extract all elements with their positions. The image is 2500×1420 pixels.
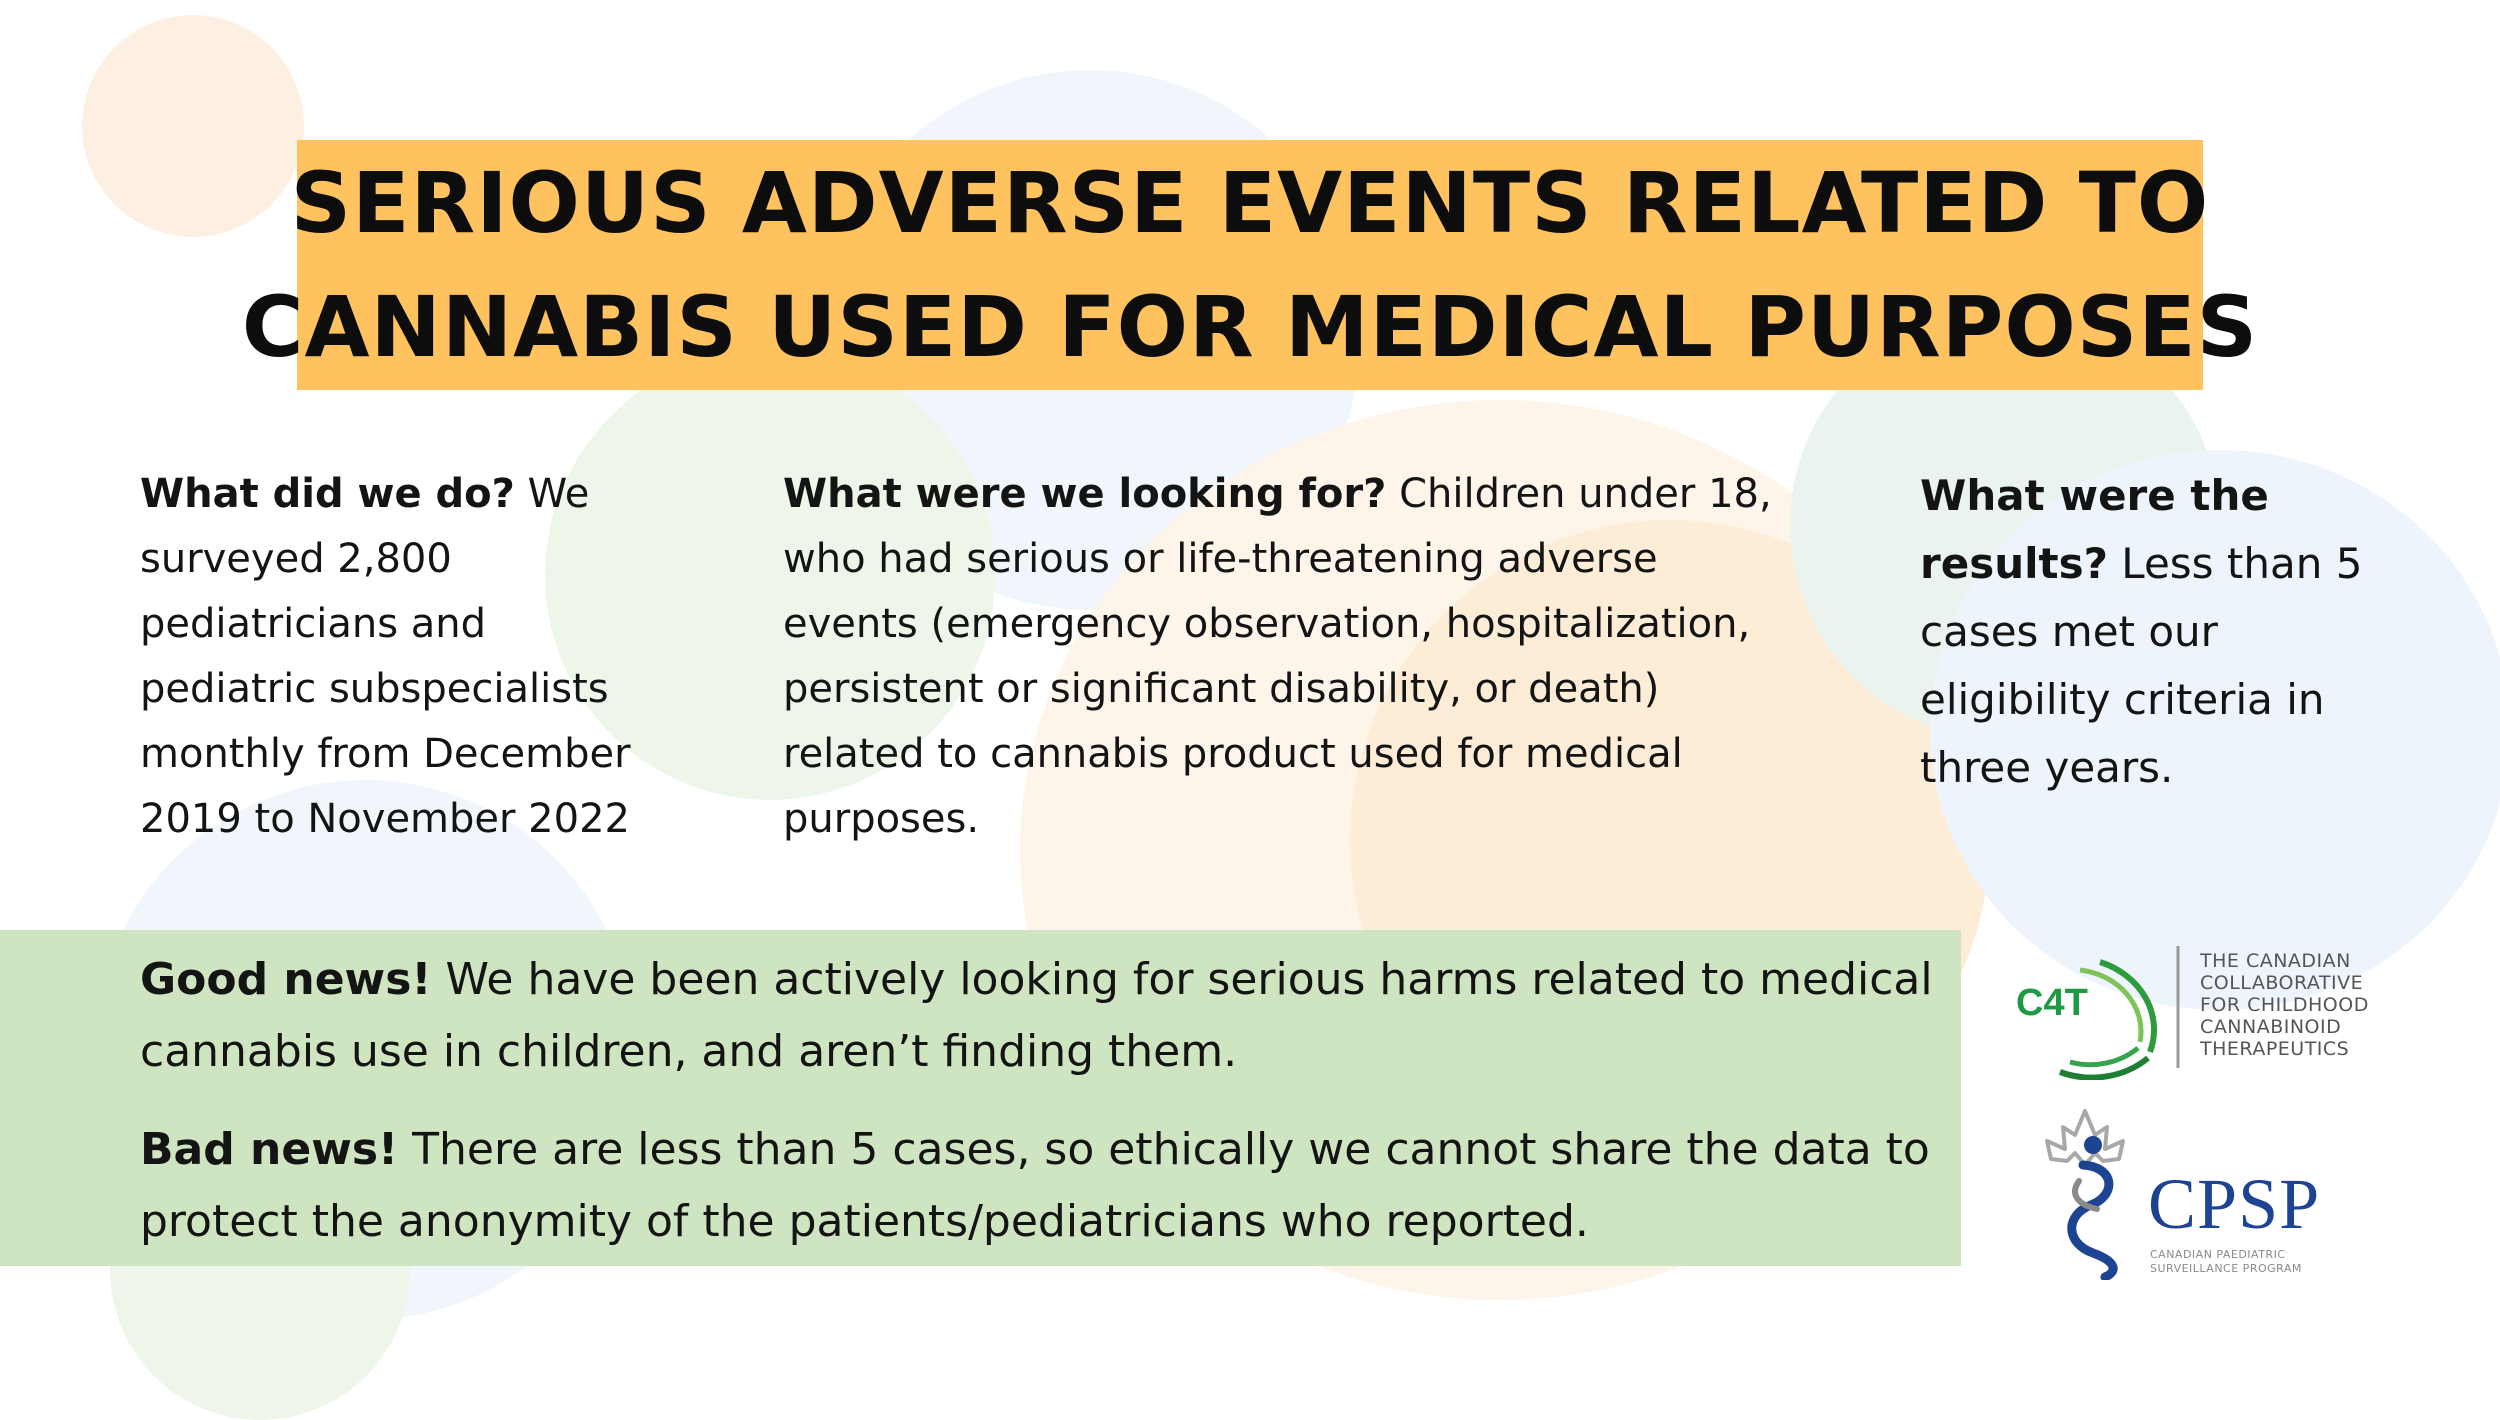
c4t-line: THERAPEUTICS: [2200, 1038, 2350, 1060]
title-line-1: SERIOUS ADVERSE EVENTS RELATED TO: [290, 154, 2210, 252]
bad-news: [140, 1114, 1940, 1258]
c4t-line: CANNABINOID: [2200, 1016, 2342, 1038]
column-answer: Children under 18, who had serious or life-threatening adverse events (emergency observation, hospitalization, persistent or significant disability, or death) related to cannabis product used for medical purposes.: [783, 471, 1772, 842]
column-question: What were we looking for?: [783, 471, 1387, 517]
bad-news-text: There are less than 5 cases, so ethically we cannot share the data to protect the anonymity of the patients/pediatricians who reported.: [140, 1124, 1930, 1247]
column-text: [1920, 462, 2390, 802]
cpsp-wordmark: [2150, 1248, 2350, 1276]
bad-news-label: Bad news!: [140, 1124, 399, 1175]
maple-leaf-icon: [2047, 1111, 2123, 1165]
good-news: [140, 944, 1940, 1088]
column-question: What were the results?: [1920, 471, 2269, 588]
title-banner: [241, 140, 2259, 390]
column-results: [1920, 462, 2390, 802]
column-looking-for: [783, 462, 1783, 852]
cpsp-line: CANADIAN PAEDIATRIC: [2150, 1248, 2286, 1261]
c4t-line: FOR CHILDHOOD: [2200, 994, 2369, 1016]
column-answer: Less than 5 cases met our eligibility criteria in three years.: [1920, 539, 2363, 792]
c4t-line: COLLABORATIVE: [2200, 972, 2364, 994]
column-text: [140, 462, 660, 852]
good-news-text: We have been actively looking for serious harms related to medical cannabis use in children, and aren’t finding them.: [140, 954, 1933, 1077]
column-answer: We surveyed 2,800 pediatricians and pediatric subspecialists monthly from December 2019 to November 2022: [140, 471, 631, 842]
bg-bubble: [82, 15, 304, 237]
column-text: [783, 462, 1783, 852]
c4t-abbr: C4T: [2016, 982, 2088, 1024]
column-question: What did we do?: [140, 471, 515, 517]
good-news-label: Good news!: [140, 954, 432, 1005]
column-what-did-we-do: [140, 462, 660, 852]
cpsp-abbr: CPSP: [2148, 1164, 2321, 1244]
title-line-2: CANNABIS USED FOR MEDICAL PURPOSES: [241, 278, 2259, 376]
c4t-line: THE CANADIAN: [2200, 950, 2351, 972]
cpsp-line: SURVEILLANCE PROGRAM: [2150, 1262, 2302, 1275]
c4t-wordmark: [2200, 950, 2500, 1060]
